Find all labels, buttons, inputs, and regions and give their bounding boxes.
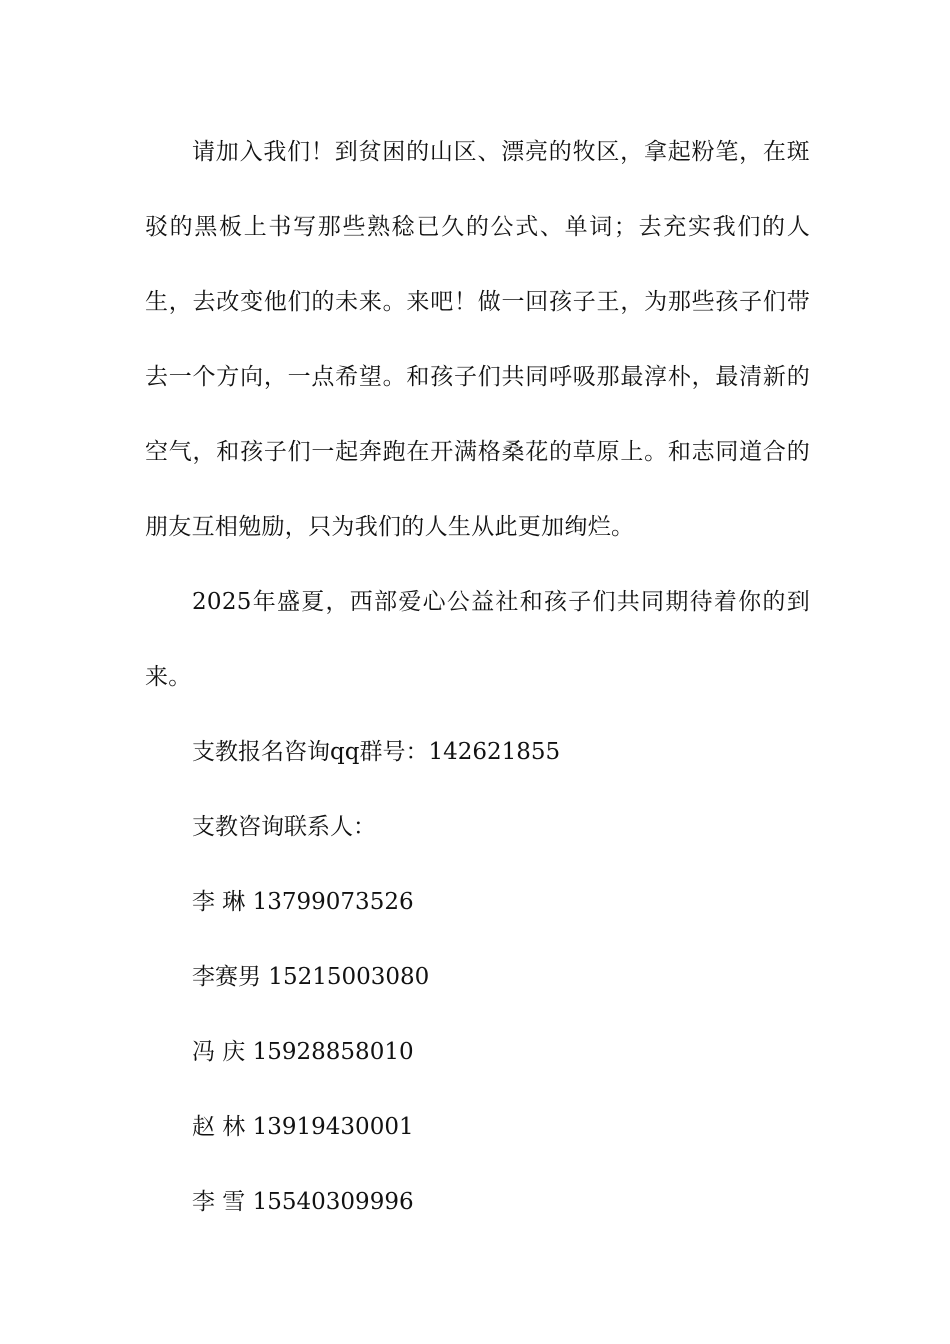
- contacts-heading: 支教咨询联系人：: [192, 814, 376, 840]
- contact-line: 李赛男 15215003080: [192, 964, 430, 990]
- document-body: [145, 115, 810, 1240]
- contact-line: 冯 庆 15928858010: [192, 1039, 414, 1065]
- contact-line: 赵 林 13919430001: [192, 1114, 414, 1140]
- contact-line: 李 雪 15540309996: [192, 1189, 414, 1215]
- invitation-paragraph: 2025年盛夏，西部爱心公益社和孩子们共同期待着你的到来。: [145, 589, 810, 690]
- contact-line: 李 琳 13799073526: [192, 889, 414, 915]
- recruitment-paragraph: 请加入我们！到贫困的山区、漂亮的牧区，拿起粉笔，在斑驳的黑板上书写那些熟稔已久的公式、单词；去充实我们的人生，去改变他们的未来。来吧！做一回孩子王，为那些孩子们带去一个方向，一点希望。和孩子们共同呼吸那最淳朴，最清新的空气，和孩子们一起奔跑在开满格桑花的草原上。和志同道合的朋友互相勉励，只为我们的人生从此更加绚烂。: [145, 139, 810, 540]
- qq-group-line: 支教报名咨询qq群号：142621855: [192, 739, 561, 765]
